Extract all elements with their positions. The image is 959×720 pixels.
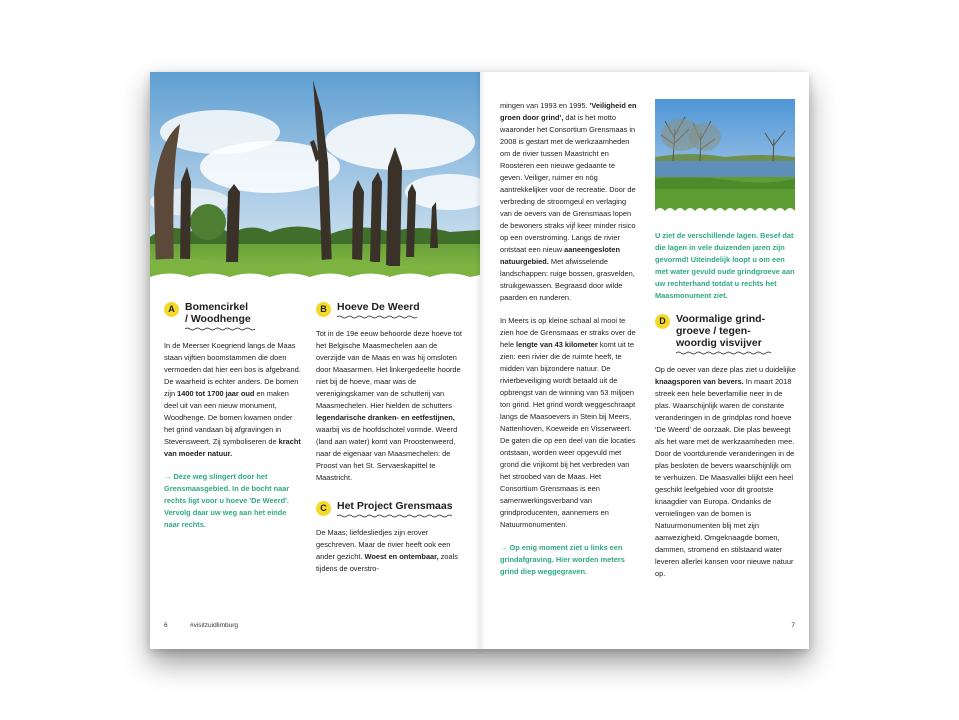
paragraph: In Meers is op kleine schaal al mooi te zien hoe de Grensmaas er straks over de hele lengte van 43 kilometer komt uit te zien: een rivier die de ruimte heeft, te midden van bijzondere natuur. De rivierbeveiliging wordt betaald uit de opbrengst van de winning van 53 miljoen ton grind. Het grind wordt weggeschraapt langs de Maasoevers in Stein bij Meers, Nattenhoven, Koeweide en Visserweert. De gaten die op een deel van die locaties ontstaan, worden weer opgevuld met grond die vrijkomt bij het verbreden van het stroobed van de Maas. Het Consortium Grensmaas is een samenwerkingsverband van grindproducenten, aannemers en Natuurmonumenten. [500, 316, 636, 529]
paragraph: mingen van 1993 en 1995. 'Veiligheid en groen door grind', dat is het motto waaronder het Consortium Grensmaas in 2008 is gestart met de werkzaamheden om de rivier tussen Maastricht en Roosteren een nieuwe gedaante te geven. Veiliger, ruimer en nóg aantrekkelijker voor de recreatie. Door de verbreding de stroomgeul en verlaging van de oevers van de Grensmaas lopen de bewoners straks vijf keer minder risico op een overstroming. Langs de rivier ontstaat een nieuw aaneengesloten natuurgebied. Met afwisselende landschappen: ruige bossen, grasvelden, struikgewassen. Begraasd door wilde paarden en runderen. [500, 101, 637, 302]
paragraph: In de Meerser Koegriend langs de Maas staan vijftien boomstammen die doen vermoeden dat hier een bos is afgebrand. De waarheid is echter anders. De bomen zijn 1400 tot 1700 jaar oud en maken deel uit van een nieuw monument, Woodhenge. De bomen kwamen onder het grind vandaan bij afgravingen in Stevensweert. Zij symboliseren de kracht van moeder natuur. [164, 341, 301, 458]
section-badge: D [655, 314, 670, 329]
wavy-underline [185, 327, 255, 331]
section-badge: B [316, 302, 331, 317]
directions-text: → Op enig moment ziet u links een grindafgraving. Hier worden meters grind diep weggegraven. [500, 543, 625, 576]
woodhenge-photo [150, 72, 480, 282]
wavy-underline [676, 351, 772, 355]
right-page [480, 72, 809, 649]
column-section-a [164, 301, 304, 542]
page-number: 6 [164, 622, 168, 629]
section-b-heading [316, 301, 464, 319]
wavy-underline [337, 315, 419, 319]
section-badge: A [164, 302, 179, 317]
wavy-underline [337, 514, 455, 518]
page-number: 7 [791, 622, 795, 629]
section-title: Voormalige grind- groeve / tegen- woordig visvijver [676, 313, 766, 349]
hashtag: #visitzuidlimburg [190, 622, 239, 629]
photo-caption: U ziet de verschillende lagen. Besef dat die lagen in vele duizenden jaren zijn gevormd! Uiteindelijk loopt u om een met water gevuld oude grindgroeve aan uw rechterhand totdat u rechts het Maasmonument ziet. [655, 231, 795, 300]
paragraph: Op de oever van deze plas ziet u duidelijke knaagsporen van bevers. In maart 2018 streek een hele beverfamilie neer in de plas. Waarschijnlijk waren de constante veranderingen in de grindplas rond hoeve 'De Weerd' de oorzaak. Die plas beweegt als het ware met de werkzaamheden mee. Door de voortdurende veranderingen in de plas besloten de bevers waarschijnlijk om te verhuizen. De Maasvallei blijkt een heel geschikt leefgebied voor dit grootste knaagdier van Europa. Ondanks de vernielingen van de bomen is Natuurmonumenten blij met zijn aanwezigheid. Omgeknaagde bomen, dammen, stromend en stilstaand water leveren allerlei kansen voor nieuwe natuur op. [655, 365, 796, 578]
section-d-heading [655, 313, 797, 355]
pond-photo [655, 99, 795, 215]
paragraph: Tot in de 19e eeuw behoorde deze hoeve tot het Belgische Maasmechelen aan de overzijde van de Maas en was hij omsloten door Maasarmen. Het linkergedeelte hoorde niet bij de hoeve, maar was de verenigingskamer van de schutterij van Maasmechelen. Hier hielden de schutters legendarische dranken- en eetfestijnen, waarbij vis de hoofdschotel vormde. Weerd (land aan water) komt van Proostenweerd, naar de eigenaar van Maasmechelen: de Proost van het St. Servaeskapittel te Maastricht. [316, 329, 462, 482]
magazine-spread [150, 72, 809, 649]
column-section-b-c [316, 301, 464, 586]
column-grensmaas-continued [500, 100, 638, 589]
section-badge: C [316, 501, 331, 516]
left-page [150, 72, 480, 649]
section-title: Bomencirkel / Woodhenge [185, 301, 251, 325]
paragraph: De Maas; liefdesliedjes zijn erover geschreven. Maar de rivier heeft ook een ander gezicht. Woest en ontembaar, zoals tijdens de overstro- [316, 528, 458, 573]
column-section-d [655, 230, 797, 591]
directions-text: → Deze weg slingert door het Grensmaasgebied. In de bocht naar rechts ligt voor u hoeve 'De Weerd'. Vervolg daar uw weg aan het einde naar rechts. [164, 472, 290, 529]
section-a-heading [164, 301, 304, 331]
section-title: Het Project Grensmaas [337, 500, 453, 512]
section-title: Hoeve De Weerd [337, 301, 420, 313]
section-c-heading [316, 500, 464, 518]
